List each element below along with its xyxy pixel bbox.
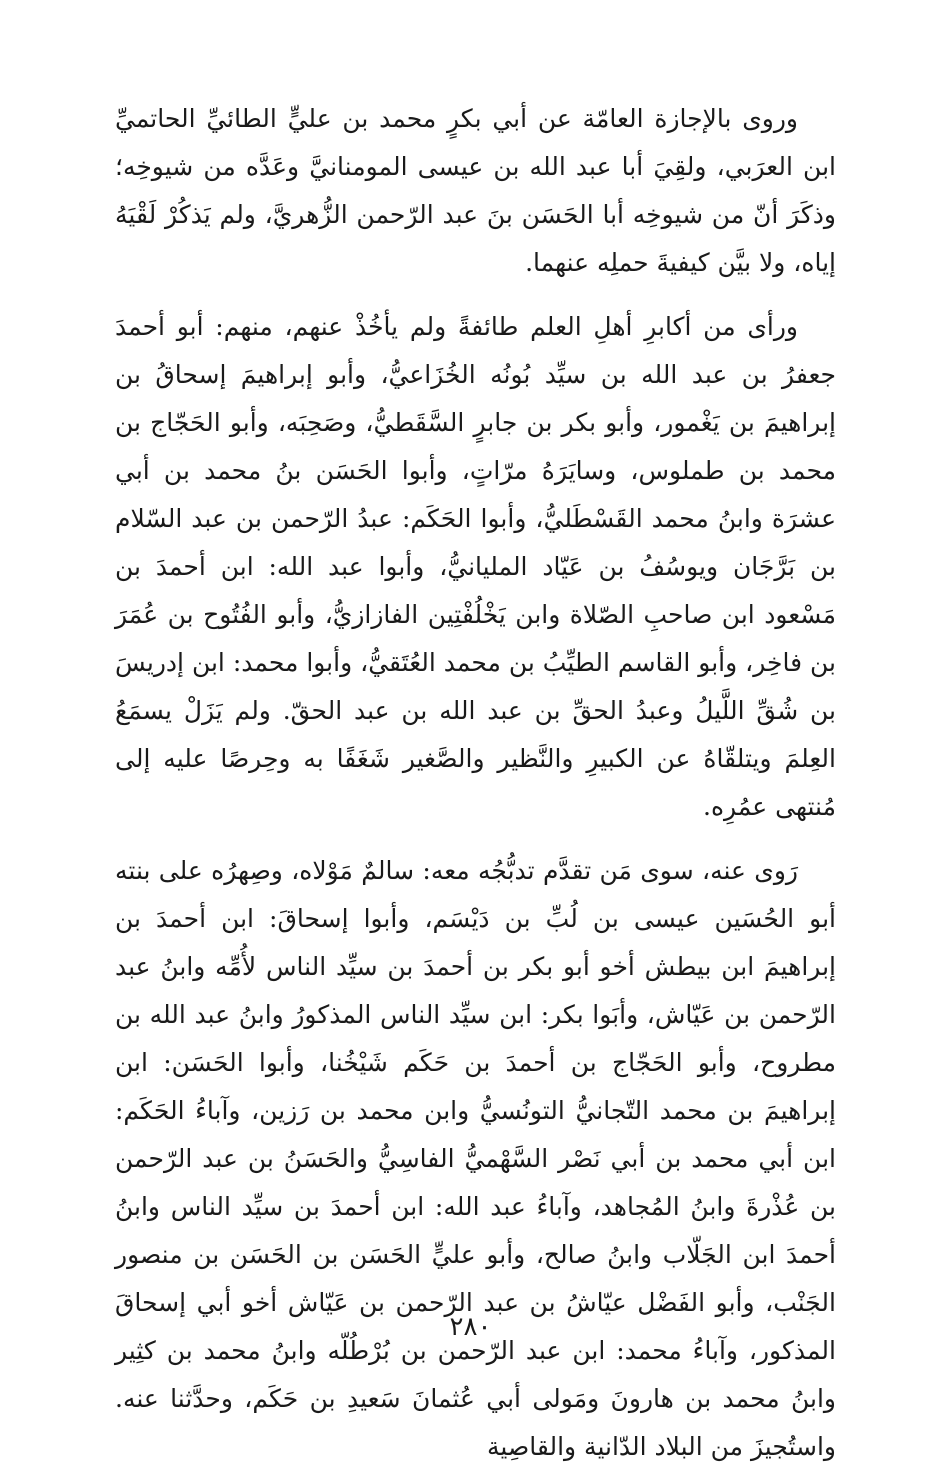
- page-number: ٢٨٠: [449, 1312, 492, 1342]
- body-text: [115, 95, 836, 1471]
- paragraph-2: ورأى من أكابرِ أهلِ العلم طائفةً ولم يأخُذْ عنهم، منهم: أبو أحمدَ جعفرُ بن عبد الله بن سيِّد بُونُه الخُزَاعيُّ، وأبو إبراهيمَ إسحاقُ بن إبراهيمَ بن يَغْمور، وأبو بكر بن جابرٍ السَّقَطيُّ، وصَحِبَه، وأبو الحَجّاج بن محمد بن طملوس، وسايَرَهُ مرّاتٍ، وأبوا الحَسَن بنُ محمد بن أبي عشرَة وابنُ محمد القَسْطَليُّ، وأبوا الحَكَم: عبدُ الرّحمن بن عبد السّلام بن بَرَّجَان ويوسُفُ بن عَيّاد المليانيُّ، وأبوا عبد الله: ابن أحمدَ بن مَسْعود ابن صاحبِ الصّلاة وابن يَخْلُفْتِين الفازازيُّ، وأبو الفُتُوح بن عُمَرَ بن فاخِر، وأبو القاسم الطيِّبُ بن محمد العُتَقيُّ، وأبوا محمد: ابن إدريسَ بن شُقِّ اللَّيلُ وعبدُ الحقِّ بن عبد الله بن عبد الحقّ. ولم يَزَلْ يسمَعُ العِلمَ ويتلقّاهُ عن الكبيرِ والنَّظير والصَّغير شَغَفًا به وحِرصًا عليه إلى مُنتهى عمُرِه.: [115, 312, 836, 821]
- paragraph-1: وروى بالإجازة العامّة عن أبي بكرٍ محمد بن عليٍّ الطائيِّ الحاتميِّ ابن العرَبي، ولقِيَ أبا عبد الله بن عيسى المومنانيَّ وعَدَّه من شيوخِه؛ وذكَرَ أنّ من شيوخِه أبا الحَسَن بنَ عبد الرّحمن الزُّهريَّ، ولم يَذكُرْ لَقْيَهُ إياه، ولا بيَّن كيفيةَ حملِه عنهما.: [115, 104, 836, 277]
- paragraph-3: رَوى عنه، سوى مَن تقدَّم تدبُّجُه معه: سالمٌ مَوْلاه، وصِهرُه على بنته أبو الحُسَين عيسى بن لُبِّ بن دَيْسَم، وأبوا إسحاقَ: ابن أحمدَ بن إبراهيمَ ابن بيطش أخو أبو بكر بن أحمدَ بن سيِّد الناس لأُمِّه وابنُ عبد الرّحمن بن عَيّاش، وأبَوا بكر: ابن سيِّد الناس المذكورُ وابنُ عبد الله بن مطروح، وأبو الحَجّاج بن أحمدَ بن حَكَم شَيْخُنا، وأبوا الحَسَن: ابن إبراهيمَ بن محمد التّجانيُّ التونُسيُّ وابن محمد بن رَزين، وآباءُ الحَكَم: ابن أبي محمد بن أبي نَصْر السَّهْميُّ الفاسِيُّ والحَسَنُ بن عبد الرّحمن بن عُذْرةَ وابنُ المُجاهد، وآباءُ عبد الله: ابن أحمدَ بن سيِّد الناس وابنُ أحمدَ ابن الجَلّاب وابنُ صالح، وأبو عليٍّ الحَسَن بن الحَسَن بن منصور الجَنْب، وأبو الفَضْل عيّاشُ بن عبد الرّحمن بن عَيّاش أخو أبي إسحاقَ المذكور، وآباءُ محمد: ابن عبد الرّحمن بن بُرْطُلّه وابنُ محمد بن كثِير وابنُ محمد بن هارونَ ومَولى أبي عُثمانَ سَعيدِ بن حَكَم، وحدَّثنا عنه. واستُجيزَ من البلاد الدّانية والقاصِية: [115, 856, 836, 1461]
